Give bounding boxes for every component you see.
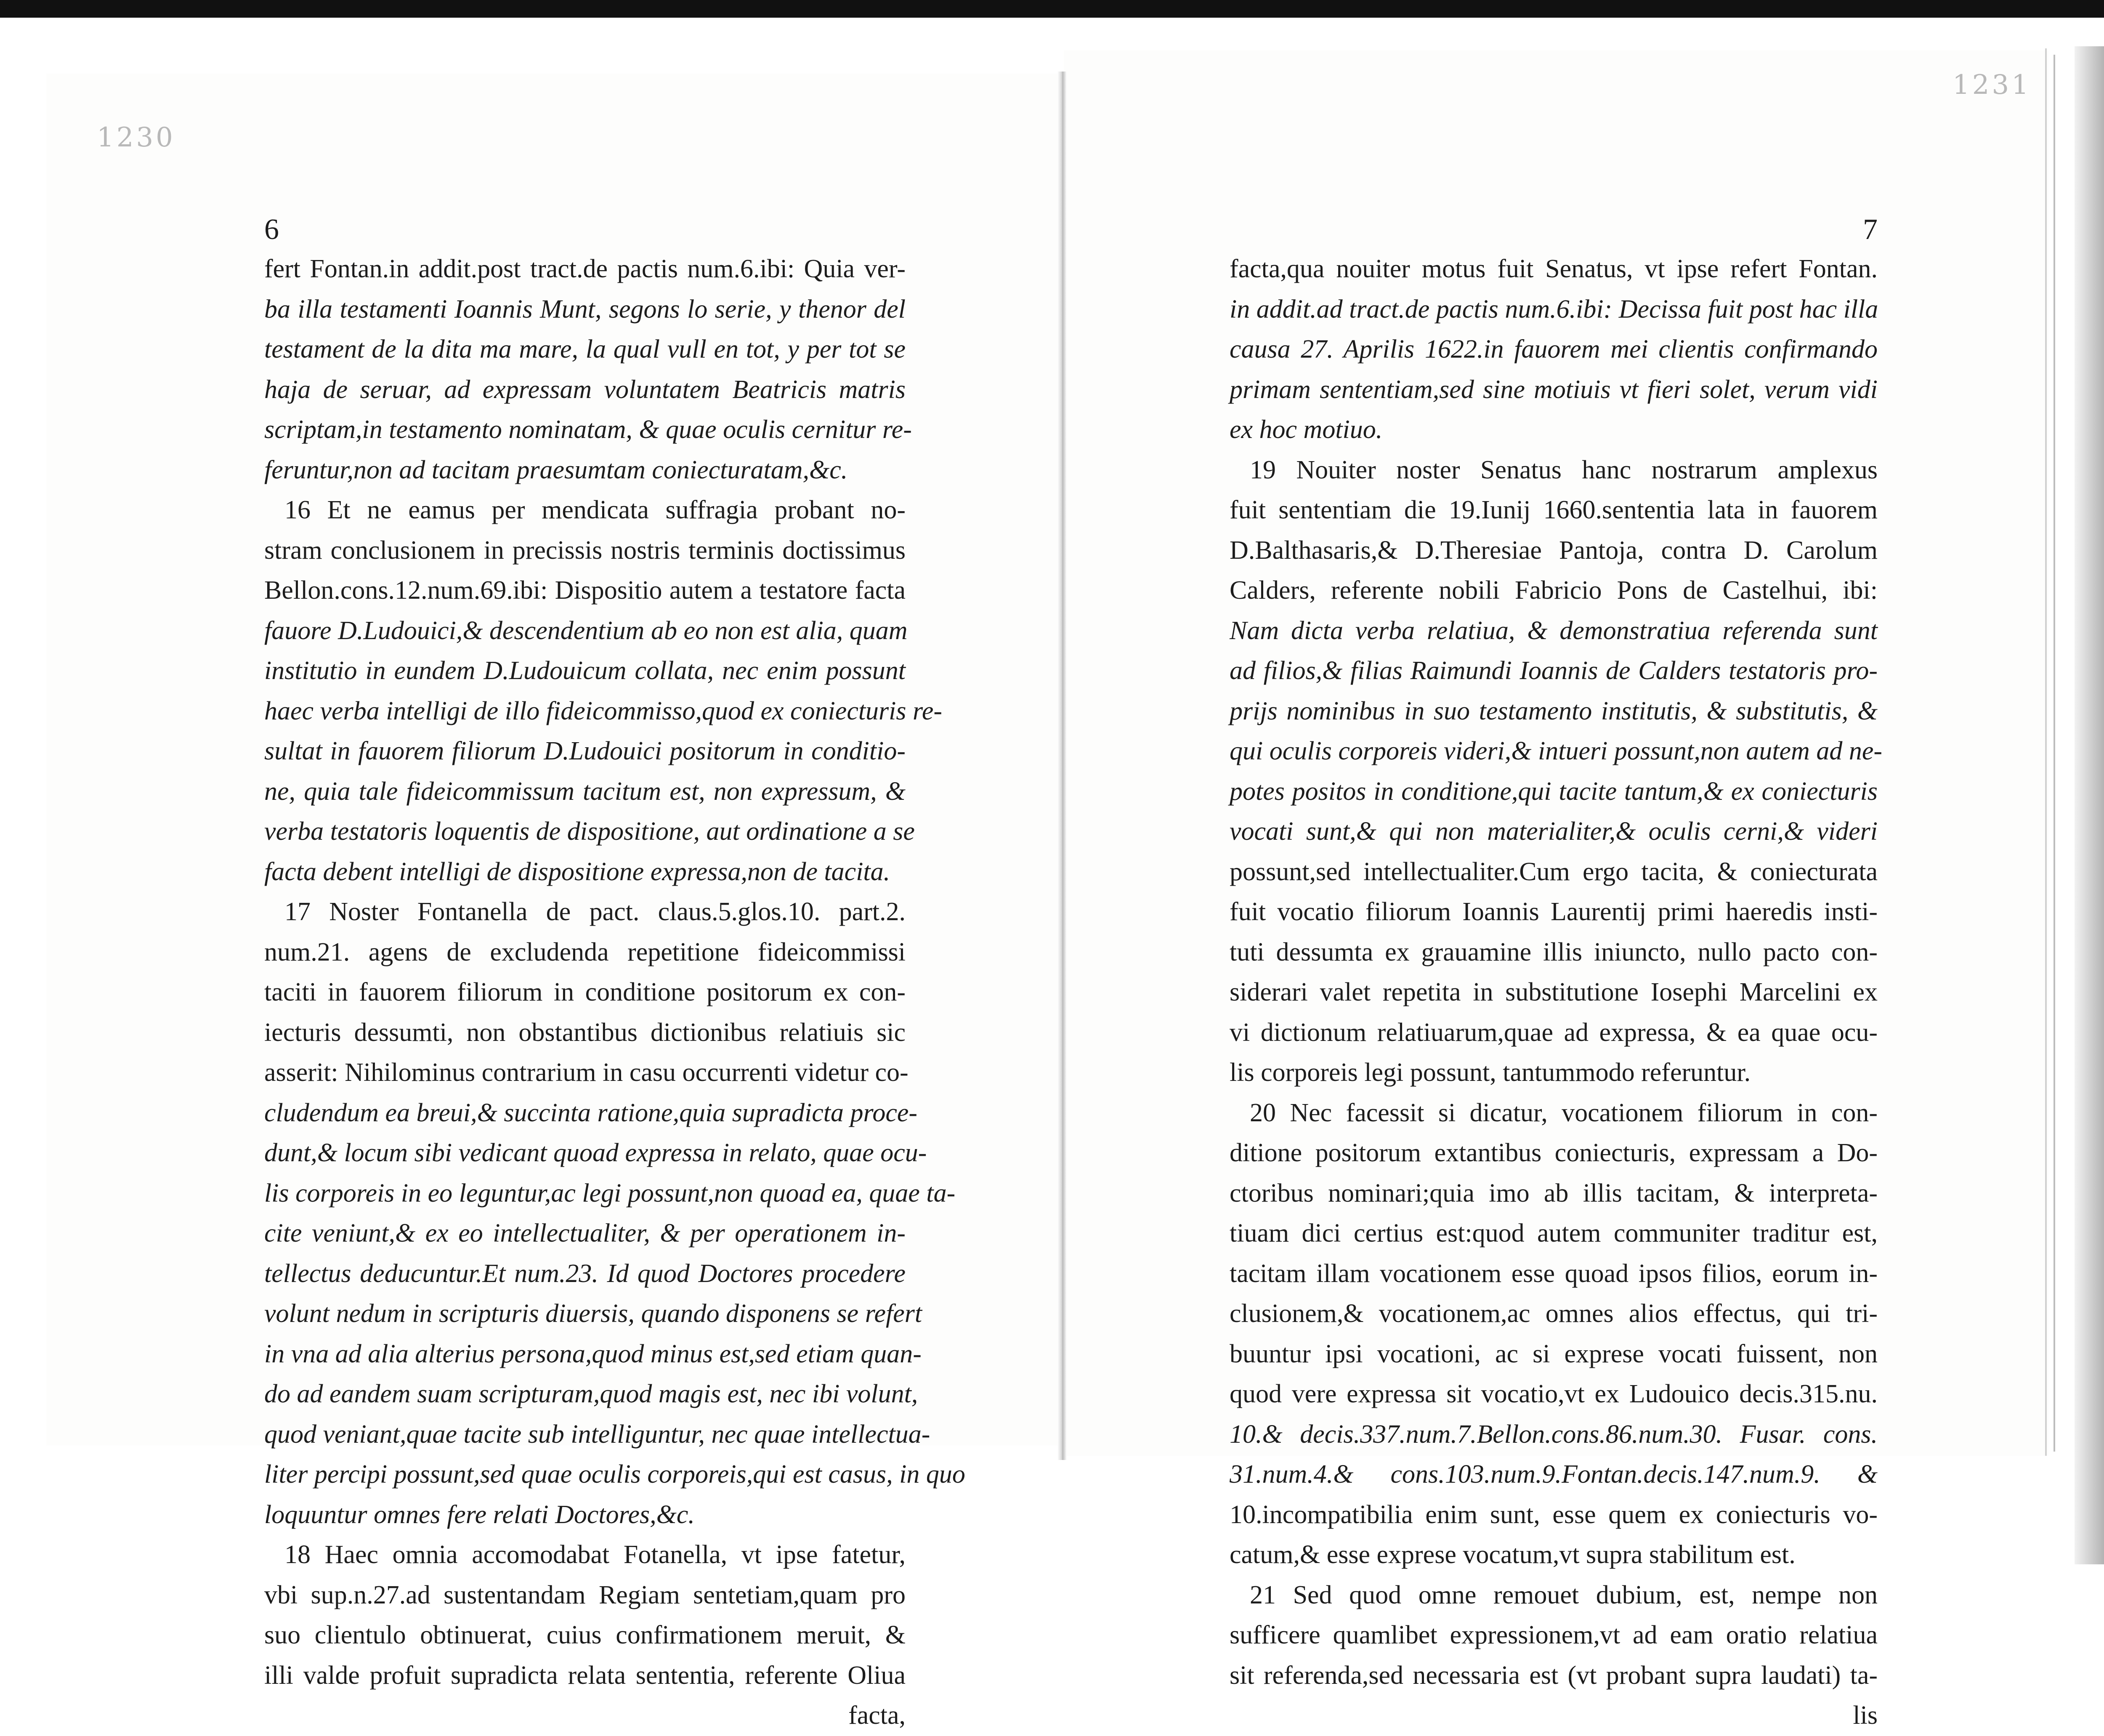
text-line: ba illa testamenti Ioannis Munt, segons lo serie, y thenor del (264, 295, 906, 324)
text-line: siderari valet repetita in substitutione Iosephi Marcelini ex (1230, 978, 1878, 1006)
text-line: ne, quia tale fideicommissum tacitum est, non expressum, & (264, 777, 906, 806)
scanner-top-band (0, 0, 2104, 18)
text-line: facta,qua nouiter motus fuit Senatus, vt ipse refert Fontan. (1230, 255, 1878, 283)
text-line: 10.& decis.337.num.7.Bellon.cons.86.num.30. Fusar. cons. (1230, 1420, 1878, 1449)
text-line: liter percipi possunt,sed quae oculis corporeis,qui est casus, in quo (264, 1460, 965, 1489)
text-line: do ad eandem suam scripturam,quod magis est, nec ibi volunt, (264, 1380, 918, 1408)
text-line: Bellon.cons.12.num.69.ibi: Dispositio autem a testatore facta (264, 576, 906, 605)
text-line: haja de seruar, ad expressam voluntatem Beatricis matris (264, 375, 906, 404)
text-line: loquuntur omnes fere relati Doctores,&c. (264, 1500, 695, 1529)
text-line: institutio in eundem D.Ludouicum collata, nec enim possunt (264, 656, 906, 685)
text-line: ex hoc motiuo. (1230, 415, 1383, 444)
text-line: taciti in fauorem filiorum in conditione positorum ex con- (264, 978, 906, 1006)
text-line: ad filios,& filias Raimundi Ioannis de Calders testatoris pro- (1230, 656, 1878, 685)
text-line: sultat in fauorem filiorum D.Ludouici positorum in conditio- (264, 737, 906, 765)
text-line: iecturis dessumti, non obstantibus dictionibus relatiuis sic (264, 1018, 906, 1047)
text-line: dunt,& locum sibi vedicant quoad expressa in relato, quae ocu- (264, 1139, 927, 1167)
text-line: cludendum ea breui,& succinta ratione,quia supradicta proce- (264, 1098, 918, 1127)
catchword: facta, (848, 1701, 906, 1730)
text-line: possunt,sed intellectualiter.Cum ergo tacita, & coniecturata (1230, 857, 1878, 886)
text-line: vbi sup.n.27.ad sustentandam Regiam sentetiam,quam pro (264, 1580, 906, 1609)
text-line: 19 Nouiter noster Senatus hanc nostrarum amplexus (1250, 455, 1878, 484)
text-line: lis corporeis in eo leguntur,ac legi possunt,non quoad ea, quae ta- (264, 1179, 956, 1208)
right-page-column (1230, 210, 1882, 1736)
archive-mark-left: 1230 (97, 122, 175, 153)
text-line: clusionem,& vocationem,ac omnes alios effectus, qui tri- (1230, 1299, 1878, 1328)
left-page-column (264, 210, 965, 1736)
text-line: D.Balthasaris,& D.Theresiae Pantoja, contra D. Carolum (1230, 536, 1878, 565)
text-line: ctoribus nominari;quia imo ab illis tacitam, & interpreta- (1230, 1179, 1878, 1208)
text-line: primam sententiam,sed sine motiuis vt fieri solet, verum vidi (1230, 375, 1878, 404)
text-line: 21 Sed quod omne remouet dubium, est, nempe non (1250, 1580, 1878, 1609)
text-line: feruntur,non ad tacitam praesumtam coniecturatam,&c. (264, 455, 848, 484)
text-line: num.21. agens de excludenda repetitione fideicommissi (264, 937, 906, 966)
text-line: tellectus deducuntur.Et num.23. Id quod Doctores procedere (264, 1259, 906, 1288)
text-line: lis corporeis legi possunt, tantummodo referuntur. (1230, 1058, 1751, 1087)
text-line: quod vere expressa sit vocatio,vt ex Ludouico decis.315.nu. (1230, 1380, 1878, 1408)
text-line: verba testatoris loquentis de dispositione, aut ordinatione a se (264, 817, 915, 846)
text-line: asserit: Nihilominus contrarium in casu occurrenti videtur co- (264, 1058, 909, 1087)
text-line: vi dictionum relatiuarum,quae ad expressa, & ea quae ocu- (1230, 1018, 1878, 1047)
text-line: sufficere quamlibet expressionem,vt ad eam oratio relatiua (1230, 1621, 1878, 1649)
text-line: fuit vocatio filiorum Ioannis Laurentij primi haeredis insti- (1230, 897, 1878, 926)
book-gutter (1057, 72, 1067, 1460)
text-line: in addit.ad tract.de pactis num.6.ibi: Decissa fuit post hac illa (1230, 295, 1878, 324)
page-edge-2 (2054, 55, 2055, 1452)
text-line: scriptam,in testamento nominatam, & quae oculis cernitur re- (264, 415, 912, 444)
text-line: 20 Nec facessit si dicatur, vocationem filiorum in con- (1250, 1098, 1878, 1127)
text-line: 31.num.4.& cons.103.num.9.Fontan.decis.147.num.9. & (1230, 1460, 1878, 1489)
text-line: fert Fontan.in addit.post tract.de pactis num.6.ibi: Quia ver- (264, 255, 906, 283)
text-line: ditione positorum extantibus coniecturis, expressam a Do- (1230, 1139, 1878, 1167)
text-line: quod veniant,quae tacite sub intelliguntur, nec quae intellectua- (264, 1420, 930, 1449)
text-line: illi valde profuit supradicta relata sententia, referente Oliua (264, 1661, 906, 1690)
text-line: 18 Haec omnia accomodabat Fotanella, vt ipse fatetur, (284, 1540, 906, 1569)
text-line: potes positos in conditione,qui tacite tantum,& ex coniecturis (1230, 777, 1878, 806)
text-line: 17 Noster Fontanella de pact. claus.5.glos.10. part.2. (284, 897, 906, 926)
text-line: in vna ad alia alterius persona,quod minus est,sed etiam quan- (264, 1339, 922, 1368)
text-line: vocati sunt,& qui non materialiter,& oculis cerni,& videri (1230, 817, 1878, 846)
text-line: haec verba intelligi de illo fideicommisso,quod ex coniecturis re- (264, 696, 943, 725)
text-line: causa 27. Aprilis 1622.in fauorem mei clientis confirmando (1230, 335, 1878, 364)
text-line: prijs nominibus in suo testamento institutis, & substitutis, & (1230, 696, 1878, 725)
text-line: suo clientulo obtinuerat, cuius confirmationem meruit, & (264, 1621, 906, 1649)
text-line: fauore D.Ludouici,& descendentium ab eo non est alia, quam (264, 616, 908, 645)
text-line: sit referenda,sed necessaria est (vt probant supra laudati) ta- (1230, 1661, 1878, 1690)
scanner-shadow (2075, 46, 2104, 1564)
archive-mark-right: 1231 (1953, 69, 2031, 101)
page-number-right: 7 (1863, 213, 1878, 246)
page-edge-1 (2045, 48, 2047, 1456)
text-line: Calders, referente nobili Fabricio Pons de Castelhui, ibi: (1230, 576, 1878, 605)
text-line: tiuam dici certius est:quod autem communiter traditur est, (1230, 1219, 1878, 1248)
text-line: buuntur ipsi vocationi, ac si exprese vocati fuissent, non (1230, 1339, 1878, 1368)
text-line: stram conclusionem in precissis nostris terminis doctissimus (264, 536, 906, 565)
text-line: catum,& esse exprese vocatum,vt supra stabilitum est. (1230, 1540, 1796, 1569)
text-line: cite veniunt,& ex eo intellectualiter, & per operationem in- (264, 1219, 906, 1248)
text-line: Nam dicta verba relatiua, & demonstratiua referenda sunt (1230, 616, 1878, 645)
text-line: 16 Et ne eamus per mendicata suffragia probant no- (284, 496, 906, 524)
text-line: qui oculis corporeis videri,& intueri possunt,non autem ad ne- (1230, 737, 1882, 765)
text-line: tacitam illam vocationem esse quoad ipsos filios, eorum in- (1230, 1259, 1878, 1288)
catchword: lis (1853, 1701, 1878, 1730)
text-line: 10.incompatibilia enim sunt, esse quem ex coniecturis vo- (1230, 1500, 1878, 1529)
page-number-left: 6 (264, 213, 279, 246)
text-line: facta debent intelligi de dispositione expressa,non de tacita. (264, 857, 890, 886)
text-line: testament de la dita ma mare, la qual vull en tot, y per tot se (264, 335, 906, 364)
text-line: tuti dessumta ex grauamine illis iniuncto, nullo pacto con- (1230, 937, 1878, 966)
text-line: fuit sententiam die 19.Iunij 1660.sententia lata in fauorem (1230, 496, 1878, 524)
text-line: volunt nedum in scripturis diuersis, quando disponens se refert (264, 1299, 922, 1328)
